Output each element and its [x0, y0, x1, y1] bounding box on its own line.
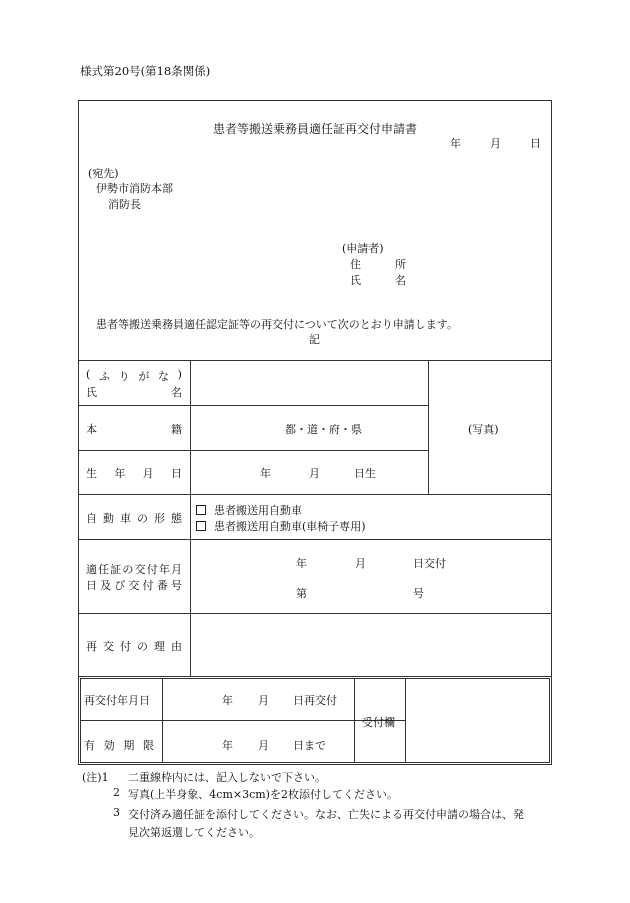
cert-label-line2: 日 及 び 交 付 番 号 [86, 579, 182, 592]
validity-month: 月 [258, 739, 269, 752]
reason-field[interactable] [191, 614, 551, 675]
vehicle-label: 自 動 車 の 形 態 [86, 512, 182, 525]
cert-month[interactable]: 月 [355, 557, 366, 570]
addressee-position: 消防長 [108, 198, 141, 211]
honseki-label: 本 籍 [86, 423, 182, 436]
reissue-suffix: 日再交付 [293, 694, 337, 707]
birth-year[interactable]: 年 [260, 467, 271, 480]
note-lead: (注)1 [82, 771, 109, 784]
note-2-number: 2 [113, 786, 120, 799]
validity-year: 年 [222, 739, 233, 752]
name-field[interactable] [191, 361, 427, 405]
reissue-month: 月 [258, 694, 269, 707]
honseki-value[interactable]: 都・道・府・県 [285, 423, 362, 436]
birth-label: 生 年 月 日 [86, 467, 182, 480]
reissue-year: 年 [222, 694, 233, 707]
reason-label: 再 交 付 の 理 由 [86, 640, 182, 653]
addressee-org: 伊勢市消防本部 [96, 182, 173, 195]
date-year: 年 [450, 137, 461, 150]
note-3-line1: 交付済み適任証を添付してください。なお、亡失による再交付申請の場合は、発 [128, 808, 524, 821]
checkbox-icon[interactable] [196, 505, 206, 515]
furigana-label: ( ふ り が な ) [86, 368, 182, 383]
note-3-number: 3 [113, 806, 120, 819]
birth-day[interactable]: 日生 [354, 467, 376, 480]
note-2: 写真(上半身象、4cm×3cm)を2枚添付してください。 [128, 788, 398, 801]
reception-label: 受付欄 [362, 716, 395, 729]
applicant-label: (申請者) [342, 242, 384, 255]
reissue-date-label: 再交付年月日 [84, 694, 150, 707]
photo-box: (写真) [468, 423, 499, 436]
date-line [450, 135, 541, 151]
ki-mark: 記 [309, 333, 320, 346]
applicant-name-label: 氏 名 [350, 274, 406, 287]
validity-suffix: 日まで [293, 739, 326, 752]
validity-label: 有 効 期 限 [84, 739, 154, 752]
name-label: 氏 名 [86, 386, 182, 399]
cert-issued[interactable]: 日交付 [413, 557, 446, 570]
cert-year[interactable]: 年 [296, 557, 307, 570]
cert-label-line1: 適 任 証 の 交 付 年 月 [86, 563, 182, 576]
form-number: 様式第20号(第18条関係) [80, 64, 211, 78]
cert-number-dai[interactable]: 第 [296, 587, 307, 600]
applicant-address-label: 住 所 [350, 258, 406, 271]
checkbox-icon[interactable] [196, 521, 206, 531]
note-3-line2: 見次第返還してください。 [128, 826, 260, 839]
note-1: 二重線枠内には、記入しないで下さい。 [128, 771, 326, 784]
date-day: 日 [530, 137, 541, 150]
vehicle-option-1[interactable]: 患者搬送用自動車 [196, 502, 302, 518]
form-title: 患者等搬送乗務員適任証再交付申請書 [213, 122, 418, 136]
birth-month[interactable]: 月 [309, 467, 320, 480]
date-month: 月 [490, 137, 501, 150]
cert-number-go[interactable]: 号 [413, 587, 424, 600]
statement: 患者等搬送乗務員適任認定証等の再交付について次のとおり申請します。 [96, 318, 458, 331]
vehicle-option-2[interactable]: 患者搬送用自動車(車椅子専用) [196, 518, 366, 534]
addressee-label: (宛先) [88, 167, 119, 180]
